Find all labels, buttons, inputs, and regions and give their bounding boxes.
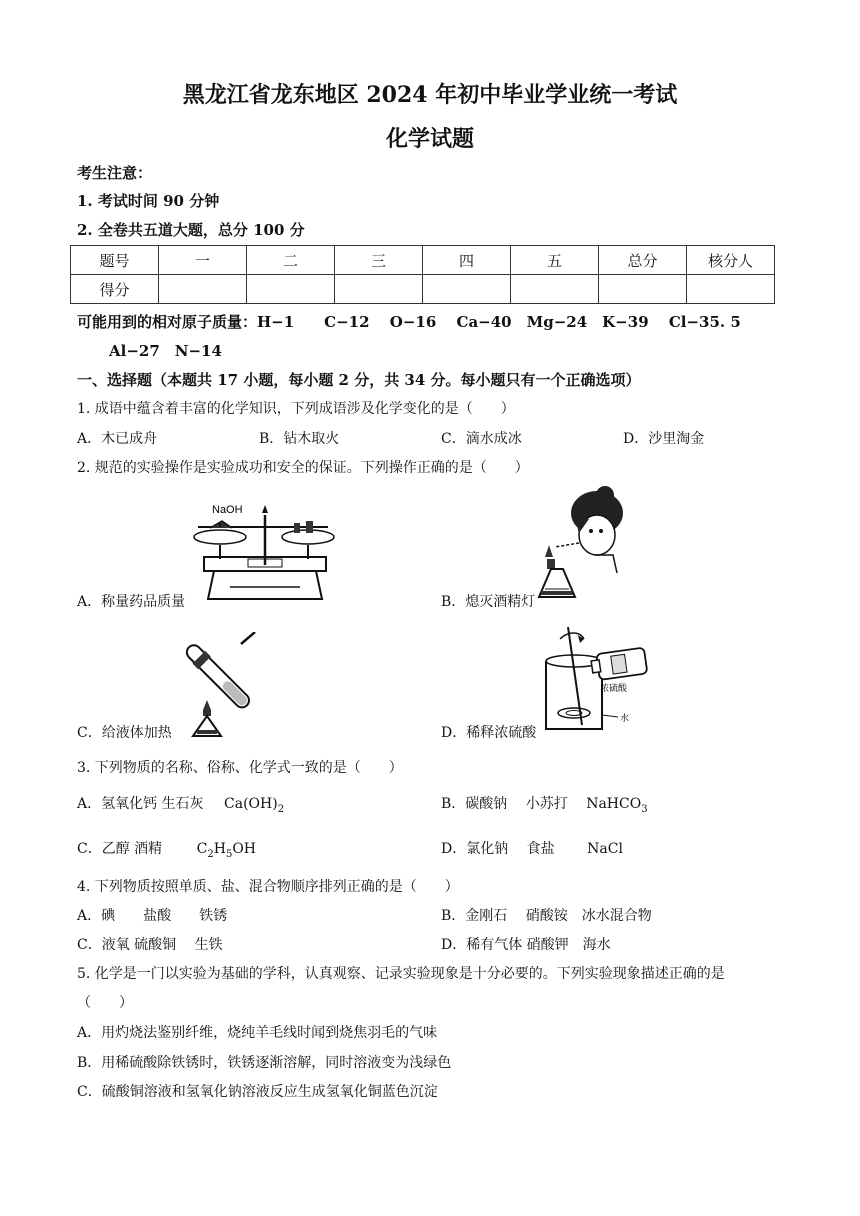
question-2-stem: 2. 规范的实验操作是实验成功和安全的保证。下列操作正确的是（ ） (77, 460, 529, 476)
score-table (70, 245, 775, 304)
score-entry-cell[interactable] (423, 275, 511, 304)
naoh-label: NaOH (212, 504, 243, 516)
score-table-score-row (71, 275, 775, 304)
balance-scale-figure (190, 495, 340, 610)
q4-option-a: A．碘 盐酸 铁锈 (77, 908, 228, 924)
subject-title: 化学试题 (385, 126, 474, 152)
exam-title: 黑龙江省龙东地区 2024 年初中毕业学业统一考试 (182, 82, 678, 108)
q3-option-a-text: A．氢氧化钙 生石灰 (77, 796, 204, 812)
table-cell: 二 (247, 246, 335, 275)
q3-option-a-formula: $Ca(OH)_2$ (224, 796, 285, 815)
score-table-header-row (71, 246, 775, 275)
section-heading: 一、选择题（本题共 17 小题，每小题 2 分，共 34 分。每小题只有一个正确选项） (77, 371, 641, 389)
q3-option-d-text: D．氯化钠 食盐 (441, 841, 555, 857)
q3-option-b (441, 793, 648, 815)
atomic-masses-line1: 可能用到的相对原子质量：H−1 C−12 O−16 Ca−40 Mg−24 K−39 Cl−35. 5 (77, 313, 741, 331)
q4-option-c: C．液氧 硫酸铜 生铁 (77, 937, 223, 953)
q2-option-b: B．熄灭酒精灯 (441, 594, 536, 610)
table-cell: 核分人 (687, 246, 775, 275)
table-cell: 题号 (71, 246, 159, 275)
q1-option-d: D．沙里淘金 (623, 431, 705, 447)
atomic-masses-line2: Al−27 N−14 (109, 342, 222, 360)
blowing-lamp-figure (535, 485, 635, 605)
table-cell: 总分 (599, 246, 687, 275)
table-cell: 四 (423, 246, 511, 275)
heating-liquid-figure (185, 632, 265, 737)
table-cell: 一 (159, 246, 247, 275)
q2-option-d: D．稀释浓硫酸 (441, 725, 537, 741)
score-entry-cell[interactable] (687, 275, 775, 304)
q3-option-c-formula: $C_2H_5OH$ (196, 841, 256, 860)
question-5-stem: 5. 化学是一门以实验为基础的学科，认真观察、记录实验现象是十分必要的。下列实验现象描述正确的是 (77, 966, 725, 982)
score-entry-cell[interactable] (511, 275, 599, 304)
q4-option-d: D．稀有气体 硝酸钾 海水 (441, 937, 611, 953)
question-1-stem: 1. 成语中蕴含着丰富的化学知识，下列成语涉及化学变化的是（ ） (77, 401, 515, 417)
q3-option-d-formula: NaCl (587, 841, 623, 857)
q3-option-b-text: B．碳酸钠 小苏打 (441, 796, 568, 812)
q5-option-c: C．硫酸铜溶液和氢氧化钠溶液反应生成氢氧化铜蓝色沉淀 (77, 1084, 438, 1100)
q1-option-b: B．钻木取火 (259, 431, 340, 447)
q2-option-c: C．给液体加热 (77, 725, 172, 741)
score-entry-cell[interactable] (159, 275, 247, 304)
table-cell: 五 (511, 246, 599, 275)
acid-label: 浓硫酸 (600, 683, 628, 693)
question-3-stem: 3. 下列物质的名称、俗称、化学式一致的是（ ） (77, 760, 403, 776)
water-label: 水 (620, 713, 630, 723)
q4-option-b: B．金刚石 硝酸铵 冰水混合物 (441, 908, 652, 924)
q3-option-c (77, 838, 256, 860)
q5-option-b: B．用稀硫酸除铁锈时，铁锈逐渐溶解，同时溶液变为浅绿色 (77, 1055, 452, 1071)
q3-option-c-text: C．乙醇 酒精 (77, 841, 163, 857)
notice-item-1: 1. 考试时间 90 分钟 (77, 192, 220, 210)
table-cell: 得分 (71, 275, 159, 304)
notice-item-2: 2. 全卷共五道大题，总分 100 分 (77, 221, 305, 239)
q3-option-b-formula: NaHCO$_3$ (586, 796, 648, 815)
score-entry-cell[interactable] (335, 275, 423, 304)
q3-option-d (441, 838, 623, 858)
q2-option-a: A．称量药品质量 (77, 594, 186, 610)
q5-option-a: A．用灼烧法鉴别纤维，烧纯羊毛线时闻到烧焦羽毛的气味 (77, 1025, 438, 1041)
question-4-stem: 4. 下列物质按照单质、盐、混合物顺序排列正确的是（ ） (77, 879, 459, 895)
dilute-acid-figure (540, 625, 650, 735)
q3-option-a (77, 793, 284, 815)
score-entry-cell[interactable] (599, 275, 687, 304)
notice-heading: 考生注意： (77, 164, 153, 182)
q1-option-c: C．滴水成冰 (441, 431, 522, 447)
table-cell: 三 (335, 246, 423, 275)
question-5-stem-cont: （ ） (77, 995, 133, 1011)
q1-option-a: A．木已成舟 (77, 431, 158, 447)
score-entry-cell[interactable] (247, 275, 335, 304)
